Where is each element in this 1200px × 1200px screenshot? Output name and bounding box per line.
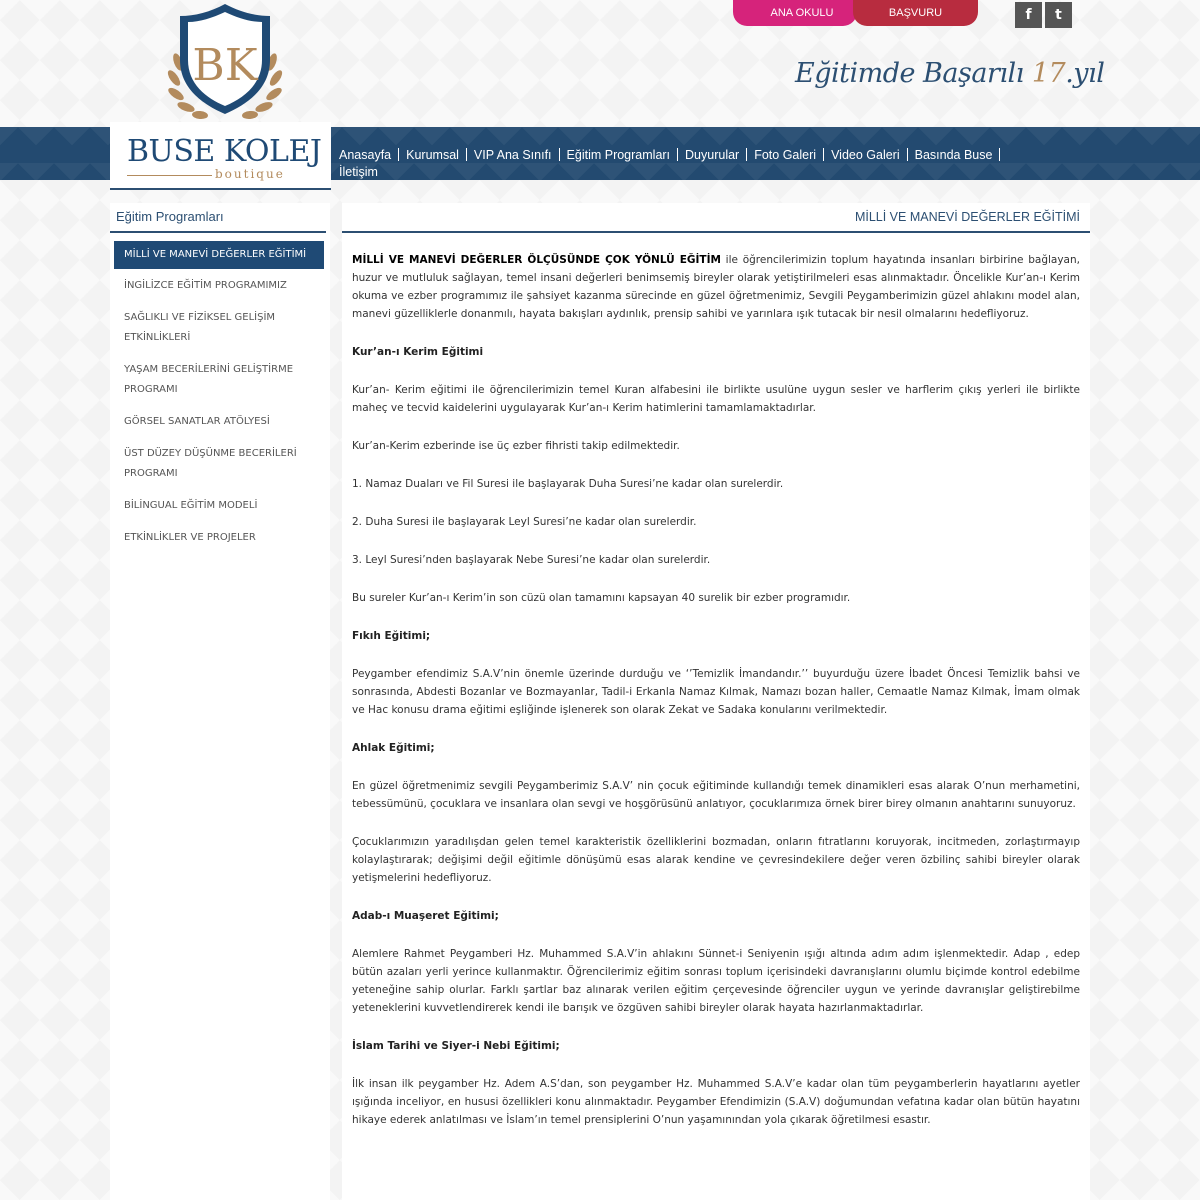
list-item-2: 2. Duha Suresi ile başlayarak Leyl Suresi’ne kadar olan surelerdir.	[352, 516, 697, 528]
top-tabs	[733, 0, 978, 26]
sidebar-item-etkinlikler[interactable]: ETKİNLİKLER VE PROJELER	[124, 532, 256, 543]
menu-divider	[999, 148, 1000, 161]
main-content	[342, 203, 1090, 1200]
slogan-number: 17	[1031, 58, 1066, 89]
list-item-3: 3. Leyl Suresi’nden başlayarak Nebe Suresi’ne kadar olan surelerdir.	[352, 554, 711, 566]
logo-monogram: BK	[192, 40, 258, 91]
heading-kuran: Kur’an-ı Kerim Eğitimi	[352, 346, 484, 358]
sidebar	[110, 203, 330, 1200]
ana-okulu-tab[interactable]: ANA OKULU	[733, 0, 857, 26]
menu-iletisim[interactable]: İletişim	[339, 165, 378, 179]
sidebar-list	[110, 233, 330, 553]
sidebar-title: Eğitim Programları	[110, 203, 326, 233]
slogan	[795, 58, 1104, 89]
menu-anasayfa[interactable]: Anasayfa	[339, 148, 392, 162]
facebook-icon[interactable]: f	[1015, 2, 1042, 28]
menu-foto-galeri[interactable]: Foto Galeri	[754, 148, 817, 162]
slogan-suffix: .yıl	[1065, 58, 1105, 89]
paragraph-kuran-1: Kur’an- Kerim eğitimi ile öğrencilerimizin temel Kuran alfabesini ile birlikte usulüne uygun sesler ve harflerim çıkış yerleri ile birlikte maheç ve tecvid kaidelerini uygulayarak Kur’an-ı Kerim hatimlerini tamamlamaktadırlar.	[352, 384, 1080, 414]
article-body	[342, 233, 1090, 1129]
page-title: MİLLİ VE MANEVİ DEĞERLER EĞİTİMİ	[342, 203, 1090, 233]
basvuru-tab[interactable]: BAŞVURU	[853, 0, 978, 26]
slogan-text: Eğitimde Başarılı	[795, 58, 1032, 89]
intro-paragraph	[352, 251, 1080, 323]
menu-duyurular[interactable]: Duyurular	[685, 148, 740, 162]
sidebar-item-ust-duzey-dusunme[interactable]: ÜST DÜZEY DÜŞÜNME BECERİLERİ PROGRAMI	[124, 448, 297, 479]
menu-basinda-buse[interactable]: Basında Buse	[914, 148, 993, 162]
site-header	[0, 0, 1200, 127]
sidebar-item-gorsel-sanatlar[interactable]: GÖRSEL SANATLAR ATÖLYESİ	[124, 416, 270, 427]
paragraph-kuran-3: Bu sureler Kur’an-ı Kerim’in son cüzü olan tamamını kapsayan 40 surelik bir ezber programıdır.	[352, 592, 851, 604]
intro-text: ile öğrencilerimizin toplum hayatında insanları birbirine bağlayan, huzur ve mutluluk sağlayan, temel insani değerleri benimsemiş bireyler olarak yetiştirilmeleri esas alınmaktadır. Öncelikle Kur’an-ı Kerim okuma ve ezber programımız ile şahsiyet kazanma sürecinde en güzel öğretmenimiz, Sevgili Peygamberimizin güzel ahlakını model alan, manevi güzelliklerle donanmılı, hayata bakışları aydınlık, prensip sahibi ve yarınlara ışık tutacak bir nesil olmalarını hedefliyoruz.	[352, 254, 1080, 320]
list-item-1: 1. Namaz Duaları ve Fil Suresi ile başlayarak Duha Suresi’ne kadar olan surelerdir.	[352, 478, 784, 490]
menu-divider	[398, 148, 399, 161]
sidebar-item-ingilizce[interactable]: İNGİLİZCE EĞİTİM PROGRAMIMIZ	[124, 280, 287, 291]
brand-sub: boutique	[215, 167, 285, 181]
sidebar-item-yasam-becerileri[interactable]: YAŞAM BECERİLERİNİ GELİŞTİRME PROGRAMI	[124, 364, 294, 395]
menu-divider	[823, 148, 824, 161]
menu-divider	[907, 148, 908, 161]
paragraph-fikih: Peygamber efendimiz S.A.V’nin önemle üzerinde durduğu ve ‘’Temizlik İmandandır.’’ buyurduğu üzere İbadet Öncesi Temizlik bahsi ve sonrasında, Abdesti Bozanlar ve Bozmayanlar, Tadil-i Erkanla Namaz Kılmak, Namazı bozan haller, Cemaatle Namaz Kılmak, İmam olmak ve Hac konusu drama eğitimi eşliğinde işlenerek son olarak Zekat ve Sadaka konularını verilmektedir.	[352, 668, 1080, 716]
brand-name: BUSE KOLEJ	[127, 134, 322, 169]
intro-bold: MİLLİ VE MANEVİ DEĞERLER ÖLÇÜSÜNDE ÇOK YÖNLÜ EĞİTİM	[352, 254, 721, 266]
paragraph-kuran-2: Kur’an-Kerim ezberinde ise üç ezber fihristi takip edilmektedir.	[352, 440, 680, 452]
twitter-icon[interactable]: t	[1045, 2, 1072, 28]
brand-logo[interactable]	[110, 122, 331, 190]
menu-divider	[746, 148, 747, 161]
brand-divider	[127, 175, 212, 176]
menu-egitim-programlari[interactable]: Eğitim Programları	[566, 148, 671, 162]
heading-islam-tarihi: İslam Tarihi ve Siyer-i Nebi Eğitimi;	[352, 1040, 560, 1052]
menu-divider	[677, 148, 678, 161]
heading-ahlak: Ahlak Eğitimi;	[352, 742, 435, 754]
social-links	[1015, 2, 1072, 28]
menu-video-galeri[interactable]: Video Galeri	[831, 148, 900, 162]
paragraph-ahlak-2: Çocuklarımızın yaradılışdan gelen temel karakteristik özelliklerini bozmadan, onların fıtratlarını koruyorak, incitmeden, zorlaştırmayıp kolaylaştırarak; değişimi değil eğitimle dönüşümü esas alarak kendine ve çevresindekilere değer veren özbilinç sahibi bireyler olarak yetişmelerini hedefliyoruz.	[352, 836, 1080, 884]
sidebar-item-saglikli-fiziksel[interactable]: SAĞLIKLI VE FİZİKSEL GELİŞİM ETKİNLİKLERİ	[124, 312, 276, 343]
heading-fikih: Fıkıh Eğitimi;	[352, 630, 431, 642]
paragraph-adab: Alemlere Rahmet Peygamberi Hz. Muhammed S.A.V’in ahlakını Sünnet-i Seniyenin ışığı altında adım adım işlenmektedir. Adap , edep bütün azaları yerli yerince kullanmaktır. Öğrencilerimiz eğitim sonrası toplum içerisindeki davranışlarını olumlu biçimde kontrol edebilme yeteneğine sahip olurlar. Farklı şartlar baz alınarak verilen eğitim çerçevesinde öğrenciler uygun ve yerinde davranışlar geliştirebilme yeteneklerini kuvvetlendirerek kendi ile barışık ve özgüven sahibi bireyler olarak hayata hazırlanmaktadırlar.	[352, 948, 1080, 1014]
main-menu	[339, 147, 1059, 181]
paragraph-islam-tarihi: İlk insan ilk peygamber Hz. Adem A.S’dan, son peygamber Hz. Muhammed S.A.V’e kadar olan tüm peygamberlerin hayatlarını ayetler ışığında inceliyor, en hususi özellikleri konu alınmaktadır. Peygamber Efendimizin (S.A.V) doğumundan vefatına kadar olan bütün hayatını hikaye ederek anlatılması ve İslam’ın temel prensiplerini O’nun yaşamınından yola çıkarak öğretilmesi esastır.	[352, 1078, 1080, 1126]
menu-vip-ana-sinifi[interactable]: VIP Ana Sınıfı	[473, 148, 552, 162]
paragraph-ahlak-1: En güzel öğretmenimiz sevgili Peygamberimiz S.A.V’ nin çocuk eğitiminde kullandığı temek dinamikleri esas alarak O’nun merhametini, tebessümünü, çocuklara ve insanlara olan sevgi ve hoşgörüsünü anlatıyor, çocuklarımıza örnek birer birey olmanın anahtarını sunuyoruz.	[352, 780, 1080, 810]
heading-adab: Adab-ı Muaşeret Eğitimi;	[352, 910, 499, 922]
menu-divider	[559, 148, 560, 161]
sidebar-item-bilingual[interactable]: BİLİNGUAL EĞİTİM MODELİ	[124, 500, 258, 511]
logo-shield-icon[interactable]	[160, 0, 290, 122]
menu-kurumsal[interactable]: Kurumsal	[406, 148, 459, 162]
sidebar-item-milli-manevi[interactable]: MİLLİ VE MANEVİ DEĞERLER EĞİTİMİ	[114, 241, 324, 269]
menu-divider	[466, 148, 467, 161]
